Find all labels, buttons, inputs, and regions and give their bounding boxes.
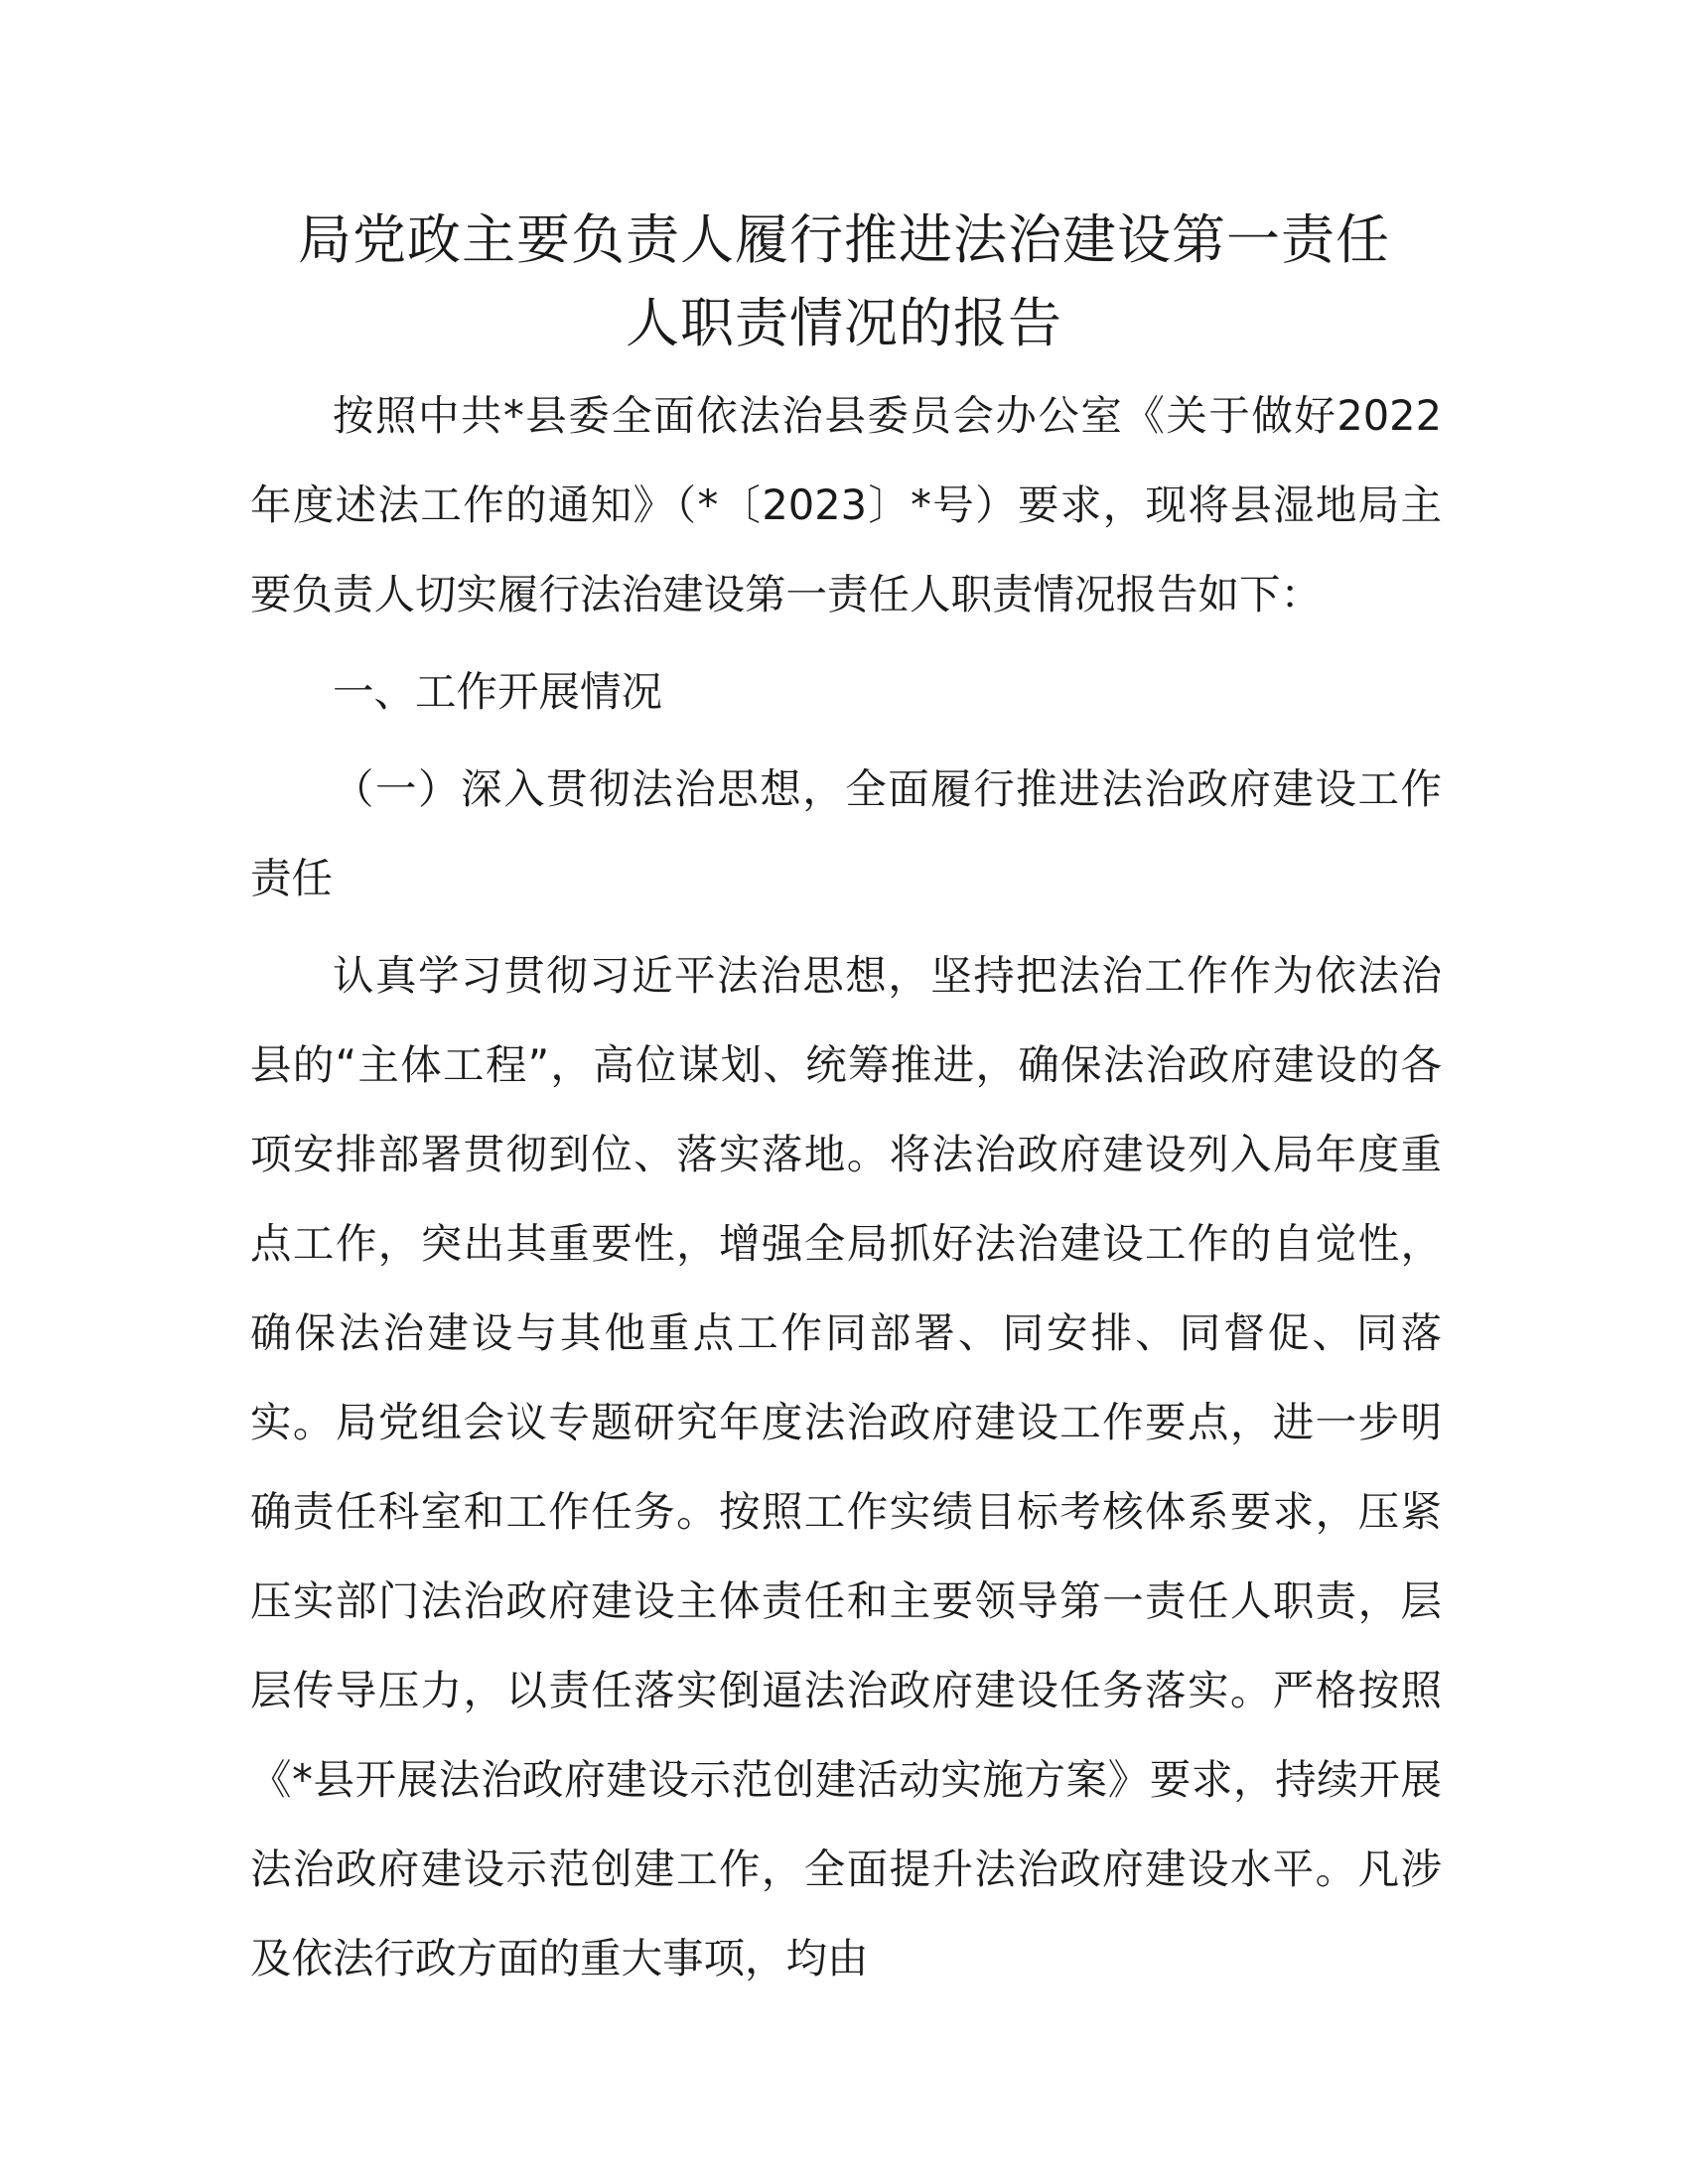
subsection-heading: （一）深入贯彻法治思想，全面履行推进法治政府建设工作责任 [250,764,1442,902]
title-line-2: 人职责情况的报告 [626,292,1062,354]
section-heading: 一、工作开展情况 [333,667,663,716]
intro-paragraph: 按照中共*县委全面依法治县委员会办公室《关于做好2022年度述法工作的通知》（*〔2023〕*号）要求，现将县湿地局主要负责人切实履行法治建设第一责任人职责情况报告如下： [250,391,1442,618]
document-title [228,199,1460,365]
title-line-1: 局党政主要负责人履行推进法治建设第一责任 [298,208,1390,271]
body-paragraph: 认真学习贯彻习近平法治思想，坚持把法治工作作为依法治县的“主体工程”，高位谋划、统筹推进，确保法治政府建设的各项安排部署贯彻到位、落实落地。将法治政府建设列入局年度重点工作，突出其重要性，增强全局抓好法治建设工作的自觉性，确保法治建设与其他重点工作同部署、同安排、同督促、同落实。局党组会议专题研究年度法治政府建设工作要点，进一步明确责任科室和工作任务。按照工作实绩目标考核体系要求，压紧压实部门法治政府建设主体责任和主要领导第一责任人职责，层层传导压力，以责任落实倒逼法治政府建设任务落实。严格按照《*县开展法治政府建设示范创建活动实施方案》要求，持续开展法治政府建设示范创建工作，全面提升法治政府建设水平。凡涉及依法行政方面的重大事项，均由 [250,951,1442,1982]
document-body [250,371,1442,2003]
